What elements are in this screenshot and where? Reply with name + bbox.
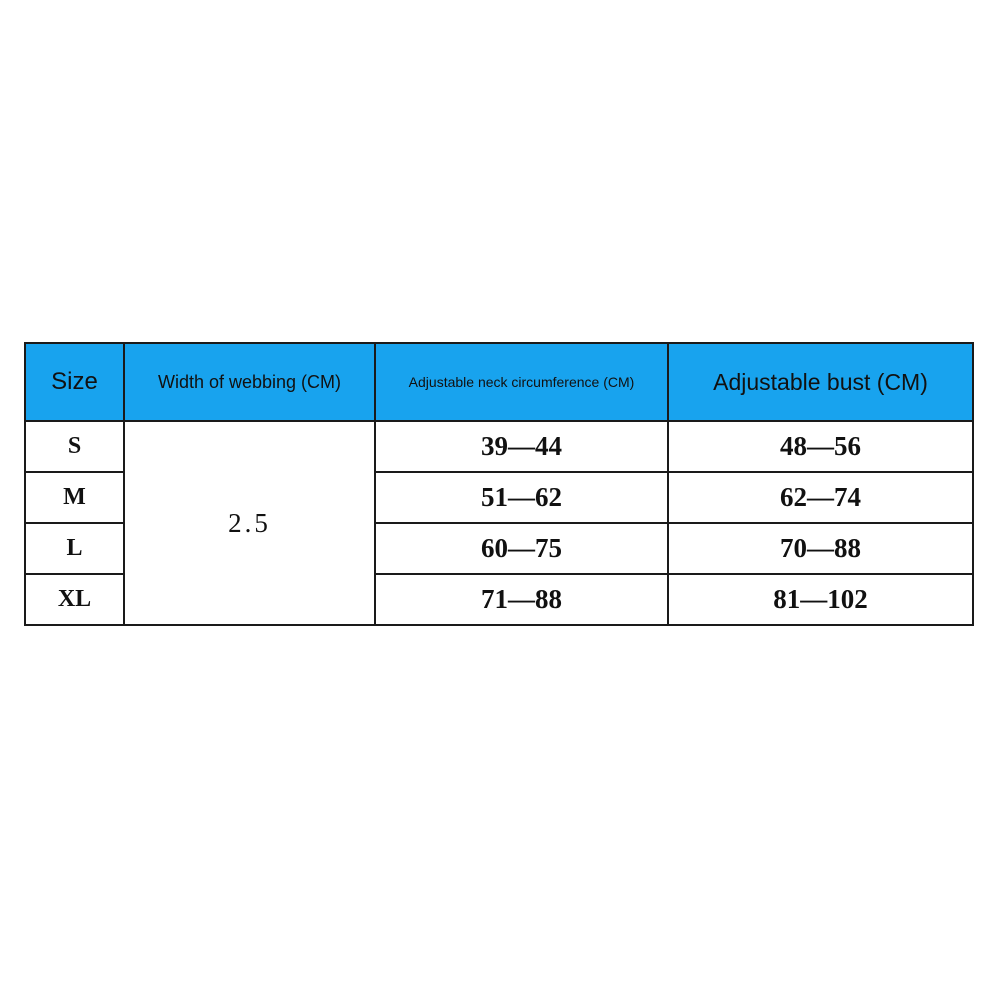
neck-range-cell: 60—75	[375, 523, 668, 574]
neck-range-cell: 51—62	[375, 472, 668, 523]
size-cell: M	[25, 472, 124, 523]
size-cell: S	[25, 421, 124, 472]
table-header	[25, 343, 973, 421]
size-cell: L	[25, 523, 124, 574]
header-bust: Adjustable bust (CM)	[668, 343, 973, 421]
table-row	[25, 421, 973, 472]
bust-range-cell: 48—56	[668, 421, 973, 472]
bust-range-cell: 70—88	[668, 523, 973, 574]
webbing-width-cell: 2.5	[124, 421, 375, 625]
bust-range-cell: 62—74	[668, 472, 973, 523]
bust-range-cell: 81—102	[668, 574, 973, 625]
header-webbing-width: Width of webbing (CM)	[124, 343, 375, 421]
size-cell: XL	[25, 574, 124, 625]
size-chart-table	[24, 342, 974, 626]
neck-range-cell: 71—88	[375, 574, 668, 625]
header-row	[25, 343, 973, 421]
neck-range-cell: 39—44	[375, 421, 668, 472]
table-body	[25, 421, 973, 625]
header-size: Size	[25, 343, 124, 421]
header-neck-circumference: Adjustable neck circumference (CM)	[375, 343, 668, 421]
